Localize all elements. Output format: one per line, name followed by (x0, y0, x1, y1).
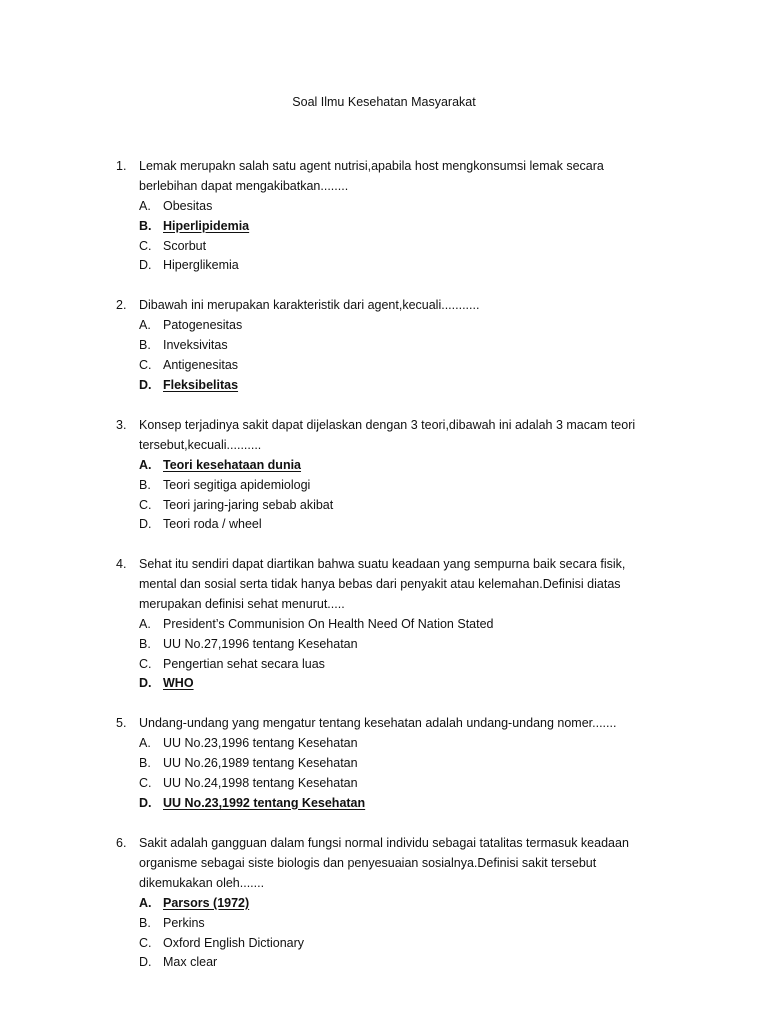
option-letter: A. (139, 317, 151, 332)
page-title: Soal Ilmu Kesehatan Masyarakat (292, 95, 476, 109)
option-text: Inveksivitas (163, 337, 228, 352)
question-number: 4. (116, 557, 127, 571)
question-text-line: dikemukakan oleh....... (139, 875, 265, 890)
option-text: UU No.24,1998 tentang Kesehatan (163, 775, 358, 790)
question-text-line: Sakit adalah gangguan dalam fungsi normal individu sebagai tatalitas termasuk keadaan (139, 836, 629, 850)
answer-option (139, 914, 656, 934)
question-stem (116, 157, 656, 197)
option-letter: D. (139, 955, 152, 970)
question-4 (116, 555, 656, 694)
question-text (139, 714, 656, 734)
answer-option (139, 356, 656, 376)
answer-option (139, 197, 656, 217)
answer-option (139, 774, 656, 794)
question-number: 1. (116, 159, 127, 173)
question-number: 2. (116, 298, 127, 312)
answer-option (139, 237, 656, 257)
question-3 (116, 416, 656, 535)
option-letter: B. (139, 755, 151, 770)
option-letter: A. (139, 735, 151, 750)
question-text-line: Konsep terjadinya sakit dapat dijelaskan dengan 3 teori,dibawah ini adalah 3 macam teori (139, 418, 636, 432)
option-letter: C. (139, 935, 152, 950)
question-1 (116, 157, 656, 276)
question-2 (116, 296, 656, 395)
option-text: UU No.27,1996 tentang Kesehatan (163, 636, 358, 651)
answer-option-correct (139, 217, 656, 237)
question-text-line: merupakan definisi sehat menurut..... (139, 596, 345, 611)
option-text: Parsors (1972) (163, 895, 250, 910)
answer-option (139, 496, 656, 516)
option-text: WHO (163, 676, 194, 691)
option-letter: B. (139, 218, 152, 233)
option-text: Obesitas (163, 198, 213, 213)
answer-option (139, 615, 656, 635)
answer-options (139, 615, 656, 695)
option-text: UU No.23,1992 tentang Kesehatan (163, 795, 366, 810)
answer-option (139, 953, 656, 973)
question-stem (116, 296, 656, 316)
question-number: 3. (116, 418, 127, 432)
option-text: Fleksibelitas (163, 377, 239, 392)
option-text: UU No.23,1996 tentang Kesehatan (163, 735, 358, 750)
answer-option-correct (139, 376, 656, 396)
question-text-line: Sehat itu sendiri dapat diartikan bahwa suatu keadaan yang sempurna baik secara fisik, (139, 557, 626, 571)
option-letter: C. (139, 775, 152, 790)
option-letter: A. (139, 616, 151, 631)
answer-options (139, 197, 656, 277)
option-letter: D. (139, 795, 152, 810)
option-text: Perkins (163, 915, 205, 930)
question-text-line: Undang-undang yang mengatur tentang kesehatan adalah undang-undang nomer....... (139, 716, 617, 730)
option-text: Max clear (163, 955, 218, 970)
option-letter: D. (139, 676, 152, 691)
question-number: 6. (116, 836, 127, 850)
answer-option (139, 934, 656, 954)
question-text-line: tersebut,kecuali.......... (139, 437, 262, 452)
option-text: Scorbut (163, 238, 207, 253)
answer-option (139, 336, 656, 356)
answer-option-correct (139, 456, 656, 476)
option-letter: C. (139, 497, 152, 512)
option-text: Teori segitiga apidemiologi (163, 477, 311, 492)
question-text-line: mental dan sosial serta tidak hanya bebas dari penyakit atau kelemahan.Definisi diatas (139, 576, 621, 591)
answer-option (139, 515, 656, 535)
option-text: Antigenesitas (163, 357, 239, 372)
option-text: Teori kesehataan dunia (163, 457, 302, 472)
answer-option-correct (139, 794, 656, 814)
question-text-line: Dibawah ini merupakan karakteristik dari agent,kecuali........... (139, 298, 480, 312)
question-text (139, 296, 656, 316)
option-text: Oxford English Dictionary (163, 935, 305, 950)
answer-option (139, 476, 656, 496)
question-text (139, 555, 656, 615)
question-text-line: berlebihan dapat mengakibatkan........ (139, 178, 349, 193)
answer-options (139, 894, 656, 974)
answer-option-correct (139, 894, 656, 914)
option-letter: D. (139, 377, 152, 392)
answer-option (139, 734, 656, 754)
option-text: Teori jaring-jaring sebab akibat (163, 497, 334, 512)
option-text: Teori roda / wheel (163, 517, 262, 532)
answer-option (139, 635, 656, 655)
question-stem (116, 834, 656, 894)
question-text-line: Lemak merupakn salah satu agent nutrisi,apabila host mengkonsumsi lemak secara (139, 159, 604, 173)
option-letter: D. (139, 258, 152, 273)
answer-options (139, 734, 656, 814)
question-6 (116, 834, 656, 973)
question-number: 5. (116, 716, 127, 730)
answer-option (139, 256, 656, 276)
question-text (139, 157, 656, 197)
question-5 (116, 714, 656, 813)
question-stem (116, 555, 656, 615)
option-letter: D. (139, 517, 152, 532)
question-text (139, 416, 656, 456)
answer-options (139, 316, 656, 396)
option-letter: B. (139, 915, 151, 930)
answer-options (139, 456, 656, 536)
option-letter: A. (139, 457, 152, 472)
option-letter: C. (139, 656, 152, 671)
option-text: President’s Communision On Health Need Of Nation Stated (163, 616, 494, 631)
option-letter: B. (139, 636, 151, 651)
option-letter: C. (139, 357, 152, 372)
question-text-line: organisme sebagai siste biologis dan penyesuaian sosialnya.Definisi sakit tersebut (139, 855, 597, 870)
option-text: Hiperlipidemia (163, 218, 250, 233)
answer-option (139, 316, 656, 336)
option-letter: A. (139, 198, 151, 213)
option-text: Pengertian sehat secara luas (163, 656, 325, 671)
option-text: Patogenesitas (163, 317, 243, 332)
question-text (139, 834, 656, 894)
answer-option (139, 655, 656, 675)
question-stem (116, 416, 656, 456)
option-letter: B. (139, 337, 151, 352)
question-stem (116, 714, 656, 734)
option-letter: B. (139, 477, 151, 492)
option-text: UU No.26,1989 tentang Kesehatan (163, 755, 358, 770)
answer-option (139, 754, 656, 774)
option-letter: C. (139, 238, 152, 253)
option-letter: A. (139, 895, 152, 910)
option-text: Hiperglikemia (163, 258, 239, 273)
answer-option-correct (139, 674, 656, 694)
